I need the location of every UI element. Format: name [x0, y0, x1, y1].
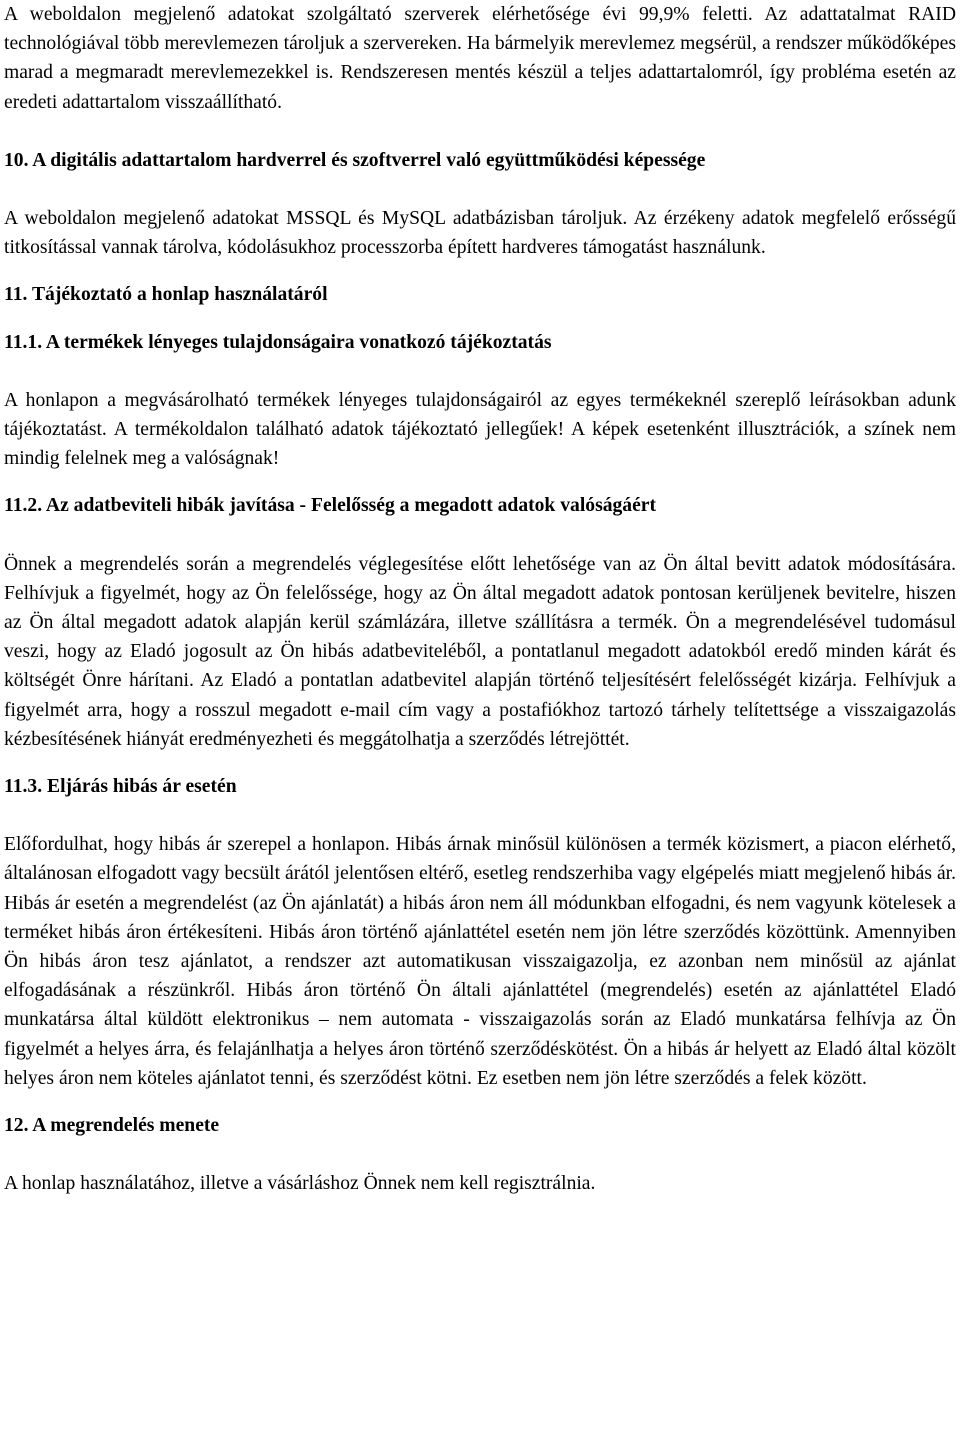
paragraph-wrong-price: Előfordulhat, hogy hibás ár szerepel a honlapon. Hibás árnak minősül különösen a termék közismert, a piacon elérhető, általánosan elfogadott vagy becsült árától jelentősen eltérő, esetleg rendszerhiba vagy elgépelés miatt megjelenő hibás ár. Hibás ár esetén a megrendelést (az Ön ajánlatát) a hibás áron nem áll módunkban elfogadni, és nem vagyunk kötelesek a terméket hibás áron értékesíteni. Hibás áron történő ajánlattétel esetén nem jön létre szerződés közöttünk. Amennyiben Ön hibás áron tesz ajánlatot, a rendszer azt automatikusan visszaigazolja, ez azonban nem minősül az ajánlat elfogadásának a részünkről. Hibás áron történő Ön általi ajánlattétel (megrendelés) esetén az ajánlattétel Eladó munkatársa által küldött elektronikus – nem automata - visszaigazolás során az Eladó munkatársa felhívja az Ön figyelmét a helyes árra, és felajánlhatja a helyes áron történő szerződéskötést. Ön a hibás ár helyett az Eladó által közölt helyes áron nem köteles ajánlatot tenni, és szerződést kötni. Ez esetben nem jön létre szerződés a felek között. [4, 834, 956, 1089]
heading-section-11: 11. Tájékoztató a honlap használatáról [4, 284, 328, 306]
paragraph-data-entry-errors: Önnek a megrendelés során a megrendelés véglegesítése előtt lehetősége van az Ön által bevitt adatok módosítására. Felhívjuk a figyelmét, hogy az Ön felelőssége, hogy az Ön által megadott adatok pontosan kerüljenek bevitelre, hiszen az Ön által megadott adatok alapján kerül számlázára, illetve szállításra a termék. Ön a megrendelésével tudomásul veszi, hogy az Eladó jogosult az Ön hibás adatbeviteléből, a pontatlanul megadott adatokból eredő minden kárát és költségét Önre hárítani. Az Eladó a pontatlan adatbevitel alapján történő teljesítésért felelősségét kizárja. Felhívjuk a figyelmét arra, hogy a rosszul megadott e-mail cím vagy a postafiókhoz tartozó tárhely telítettsége a visszaigazolás kézbesítésének hiányát eredményezheti és meggátolhatja a szerződés létrejöttét. [4, 553, 956, 750]
heading-section-10: 10. A digitális adattartalom hardverrel és szoftverrel való együttműködési képessége [4, 149, 706, 171]
paragraph-database-storage: A weboldalon megjelenő adatokat MSSQL és MySQL adatbázisban tároljuk. Az érzékeny adatok megfelelő erősségű titkosítással vannak tárolva, kódolásukhoz processzorba épített hardveres támogatást használunk. [4, 208, 956, 259]
heading-section-11-3: 11.3. Eljárás hibás ár esetén [4, 776, 237, 798]
heading-section-11-2: 11.2. Az adatbeviteli hibák javítása - Felelősség a megadott adatok valóságáért [4, 495, 656, 517]
paragraph-ordering-process: A honlap használatához, illetve a vásárláshoz Önnek nem kell regisztrálnia. [4, 1173, 596, 1195]
document-page [4, 0, 956, 1199]
heading-section-12: 12. A megrendelés menete [4, 1115, 220, 1137]
heading-section-11-1: 11.1. A termékek lényeges tulajdonságaira vonatkozó tájékoztatás [4, 331, 552, 353]
paragraph-product-properties: A honlapon a megvásárolható termékek lényeges tulajdonságairól az egyes termékeknél szereplő leírásokban adunk tájékoztatást. A termékoldalon található adatok tájékoztató jellegűek! A képek esetenként illusztrációk, a színek nem mindig felelnek meg a valóságnak! [4, 389, 956, 470]
paragraph-server-availability: A weboldalon megjelenő adatokat szolgáltató szerverek elérhetősége évi 99,9% feletti. Az adattatalmat RAID technológiával több merevlemezen tároljuk a szervereken. Ha bármelyik merevlemez megsérül, a rendszer működőképes marad a megmaradt merevlemezekkel is. Rendszeresen mentés készül a teljes adattartalomról, így probléma esetén az eredeti adattartalom visszaállítható. [4, 4, 956, 113]
